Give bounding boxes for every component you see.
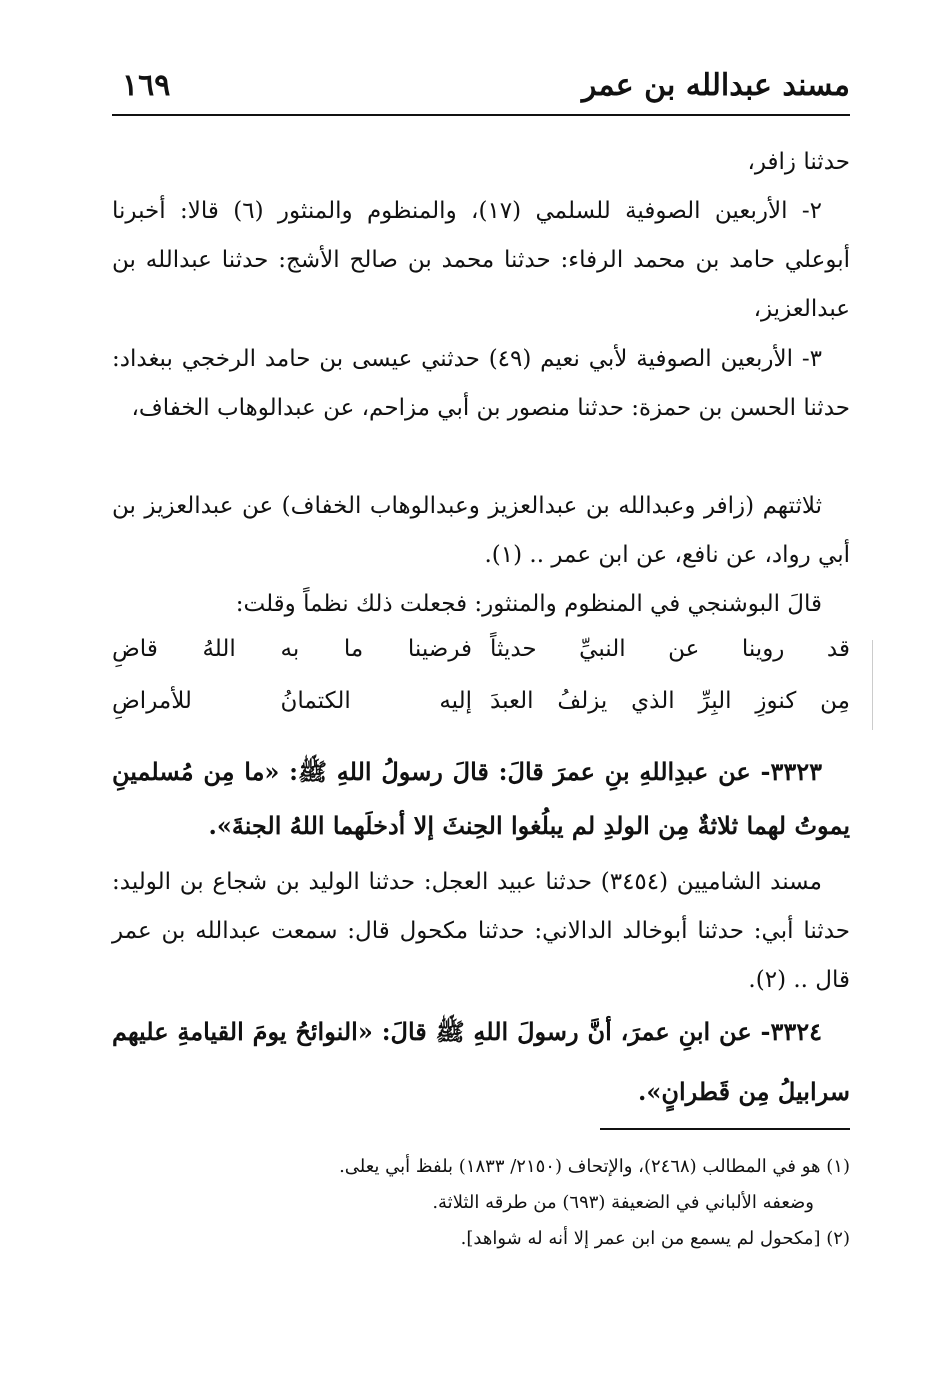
poem-line-1-first: قد روينا عن النبيِّ حديثاً xyxy=(490,636,850,662)
paragraph-3: ٣- الأربعين الصوفية لأبي نعيم (٤٩) حدثني عيسى بن حامد الرخجي ببغداد: حدثنا الحسن بن حمزة: حدثنا منصور بن أبي مزاحم، عن عبدالوهاب الخفاف، xyxy=(112,346,850,421)
source-3323: مسند الشاميين (٣٤٥٤) حدثنا عبيد العجل: حدثنا الوليد بن شجاع بن الوليد: حدثنا أبي: حدثنا أبوخالد الدالاني: حدثنا مكحول قال: سمعت عبدالله بن عمر قال .. (٢). xyxy=(112,869,850,993)
footnote-2: (٢) [مكحول لم يسمع من ابن عمر إلا أنه له شواهد]. xyxy=(460,1228,850,1249)
footnote-rule xyxy=(600,1128,850,1130)
hadith-3324: ٣٣٢٤- عن ابنِ عمرَ، أنَّ رسولَ اللهِ ﷺ قالَ: «النوائحُ يومَ القيامةِ عليهم سرابيلُ مِن قَطرانٍ». xyxy=(112,1017,850,1106)
paragraph-5: قالَ البوشنجي في المنظوم والمنثور: فجعلت ذلك نظماً وقلت: xyxy=(235,591,822,617)
paragraph-1: حدثنا زافر، xyxy=(747,149,850,175)
running-title: مسند عبدالله بن عمر xyxy=(581,68,850,103)
poem-line-2-second: إليه الكتمانُ للأمراضِ xyxy=(112,688,472,714)
poem-line-1-second: فرضينا ما به اللهُ قاضِ xyxy=(112,636,472,662)
paragraph-2: ٢- الأربعين الصوفية للسلمي (١٧)، والمنظوم والمنثور (٦) قالا: أخبرنا أبوعلي حامد بن محمد الرفاء: حدثنا محمد بن صالح الأشج: حدثنا عبدالله بن عبدالعزيز، xyxy=(112,198,850,322)
footnote-1: (١) هو في المطالب (٢٤٦٨)، والإتحاف (٢١٥٠/ ١٨٣٣) بلفظ أبي يعلى. xyxy=(339,1156,850,1177)
poem-line-2-first: مِن كنوزِ البِرِّ الذي يزلفُ العبدَ xyxy=(490,688,850,714)
page-number: ١٦٩ xyxy=(122,68,171,103)
hadith-3323: ٣٣٢٣- عن عبدِاللهِ بنِ عمرَ قالَ: قالَ رسولُ اللهِ ﷺ: «ما مِن مُسلمينِ يموتُ لهما ثلاثةٌ مِن الولدِ لم يبلُغوا الحِنثَ إلا أدخلَهما اللهُ الجنةَ». xyxy=(112,757,850,840)
footnote-1-cont: وضعفه الألباني في الضعيفة (٦٩٣) من طرقه الثلاثة. xyxy=(432,1192,814,1213)
paragraph-4: ثلاثتهم (زافر وعبدالله بن عبدالعزيز وعبدالوهاب الخفاف) عن عبدالعزيز بن أبي رواد، عن نافع، عن ابن عمر .. (١). xyxy=(112,493,850,568)
margin-mark xyxy=(872,640,873,730)
